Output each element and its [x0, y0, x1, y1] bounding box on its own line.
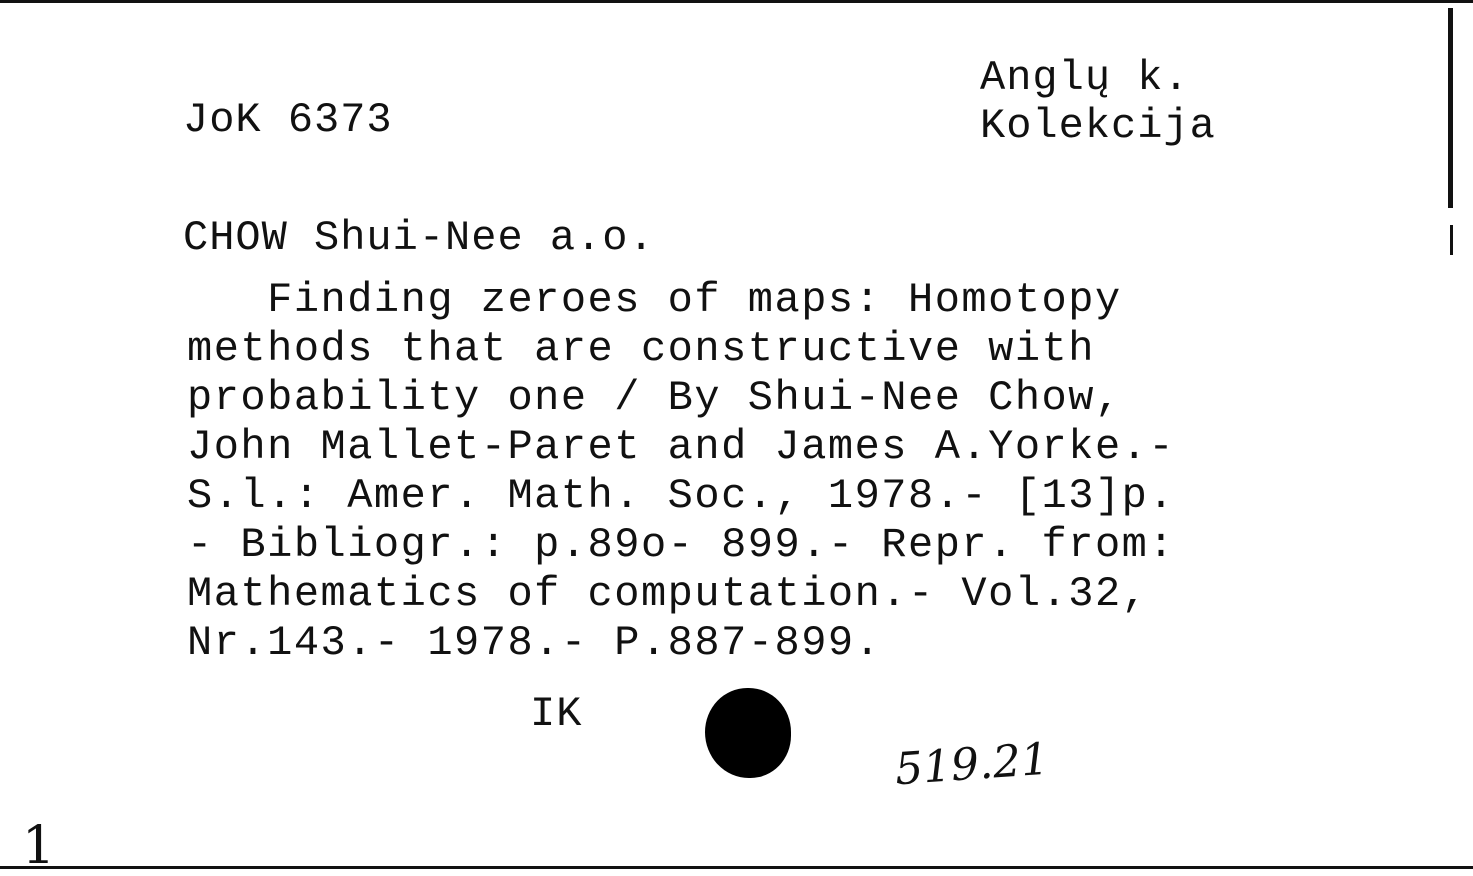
description-line: Mathematics of computation.- Vol.32, — [187, 570, 1149, 618]
shelf-mark: JoK 6373 — [183, 96, 393, 144]
ik-mark: IK — [530, 690, 583, 738]
punch-hole — [705, 688, 791, 778]
card-right-edge-mark — [1450, 225, 1453, 255]
card-bottom-edge — [0, 866, 1473, 869]
description-line: S.l.: Amer. Math. Soc., 1978.- [13]p. — [187, 472, 1176, 520]
description-line: probability one / By Shui-Nee Chow, — [187, 374, 1122, 422]
author-heading: CHOW Shui-Nee a.o. — [183, 214, 655, 262]
language-label: Anglų k. — [980, 54, 1190, 102]
card-right-edge — [1448, 8, 1453, 208]
bibliographic-description — [187, 276, 1327, 668]
card-top-edge — [0, 0, 1473, 3]
handwritten-classification: 519.21 — [893, 733, 1051, 796]
description-line: methods that are constructive with — [187, 325, 1095, 373]
description-line: John Mallet-Paret and James A.Yorke.- — [187, 423, 1176, 471]
description-line: Finding zeroes of maps: Homotopy — [187, 276, 1122, 324]
corner-number: 1 — [22, 816, 56, 876]
description-line: - Bibliogr.: p.89o- 899.- Repr. from: — [187, 521, 1176, 569]
description-line: Nr.143.- 1978.- P.887-899. — [187, 619, 882, 667]
collection-label: Kolekcija — [980, 102, 1216, 150]
